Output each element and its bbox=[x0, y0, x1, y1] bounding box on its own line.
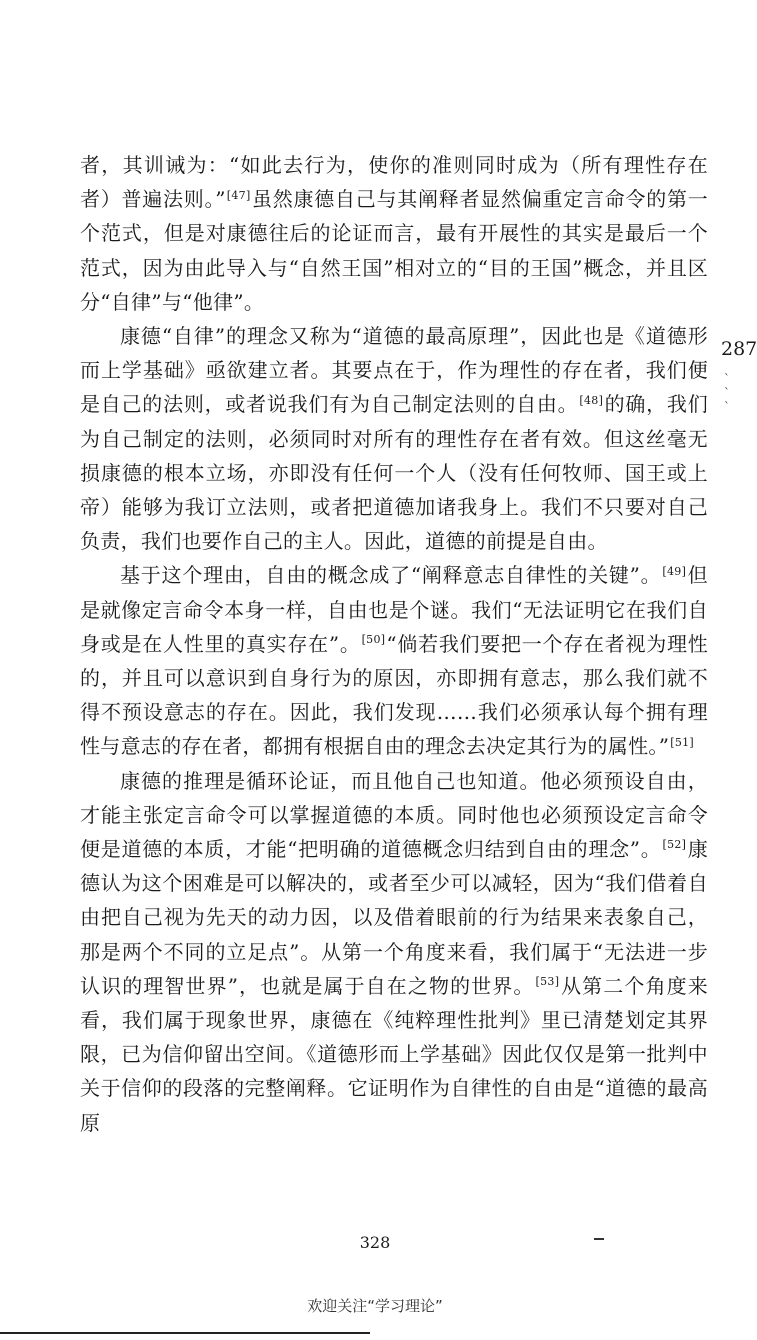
footnote-marker: [50] bbox=[361, 633, 386, 647]
paragraph bbox=[80, 148, 708, 319]
text-run: 康德认为这个困难是可以解决的，或者至少可以减轻，因为“我们借着自由把自己视为先天的动力因，以及借着眼前的行为结果来表象自己，那是两个不同的立足点”。从第一个角度来看，我们属于“无法进一步认识的理智世界”，也就是属于自在之物的世界。 bbox=[80, 837, 708, 998]
bottom-rule bbox=[0, 1332, 370, 1334]
page-number: 328 bbox=[359, 1233, 391, 1252]
footnote-marker: [52] bbox=[662, 838, 687, 852]
scan-mark bbox=[594, 1238, 604, 1240]
footnote-marker: [51] bbox=[670, 735, 695, 749]
footnote-marker: [53] bbox=[535, 975, 560, 989]
margin-page-number: 287 bbox=[721, 338, 757, 360]
text-run: 的确，我们为自己制定的法则，必须同时对所有的理性存在者有效。但这丝毫无损康德的根本立场，亦即没有任何一个人（没有任何牧师、国王或上帝）能够为我订立法则，或者把道德加诸我身上。我们不只要对自己负责，我们也要作自己的主人。因此，道德的前提是自由。 bbox=[80, 392, 709, 554]
text-run: 从第二个角度来看，我们属于现象世界，康德在《纯粹理性批判》里已清楚划定其界限，已为信仰留出空间。《道德形而上学基础》因此仅仅是第一批判中关于信仰的段落的完整阐释。它证明作为自律性的自由是“道德的最高原 bbox=[80, 973, 709, 1135]
footnote-marker: [49] bbox=[662, 564, 687, 578]
footnote-marker: [48] bbox=[579, 393, 604, 407]
text-run: 者，其训诫为：“如此去行为，使你的准则同时成为（所有理性存在者）普遍法则。” bbox=[80, 153, 708, 212]
footnote-marker: [47] bbox=[226, 188, 251, 202]
text-run: 虽然康德自己与其阐释者显然偏重定言命令的第一个范式，但是对康德往后的论证而言，最有开展性的其实是最后一个范式，因为由此导入与“自然王国”相对立的“目的王国”概念，并且区分“自律”与“他律”。 bbox=[80, 187, 708, 314]
text-run: “倘若我们要把一个存在者视为理性的，并且可以意识到自身行为的原因，亦即拥有意志，那么我们就不得不预设意志的存在。因此，我们发现……我们必须承认每个拥有理性与意志的存在者，都拥有根据自由的理念去决定其行为的属性。” bbox=[80, 631, 708, 759]
text-run: 但是就像定言命令本身一样，自由也是个谜。我们“无法证明它在我们自身或是在人性里的真实存在”。 bbox=[80, 563, 708, 656]
text-run: 基于这个理由，自由的概念成了“阐释意志自律性的关键”。 bbox=[120, 563, 662, 588]
paragraph bbox=[80, 764, 708, 1140]
text-run: 康德的推理是循环论证，而且他自己也知道。他必须预设自由，才能主张定言命令可以掌握道德的本质。同时他也必须预设定言命令便是道德的本质，才能“把明确的道德概念归结到自由的理念”。 bbox=[80, 768, 708, 862]
margin-mark: ` ` ` bbox=[724, 372, 736, 414]
footer-note: 欢迎关注“学习理论” bbox=[307, 1297, 443, 1315]
text-run: 康德“自律”的理念又称为“道德的最高原理”，因此也是《道德形而上学基础》亟欲建立者。其要点在于，作为理性的存在者，我们便是自己的法则，或者说我们有为自己制定法则的自由。 bbox=[80, 324, 708, 417]
body-text bbox=[80, 148, 708, 1140]
paragraph bbox=[80, 319, 708, 558]
paragraph bbox=[80, 558, 708, 763]
